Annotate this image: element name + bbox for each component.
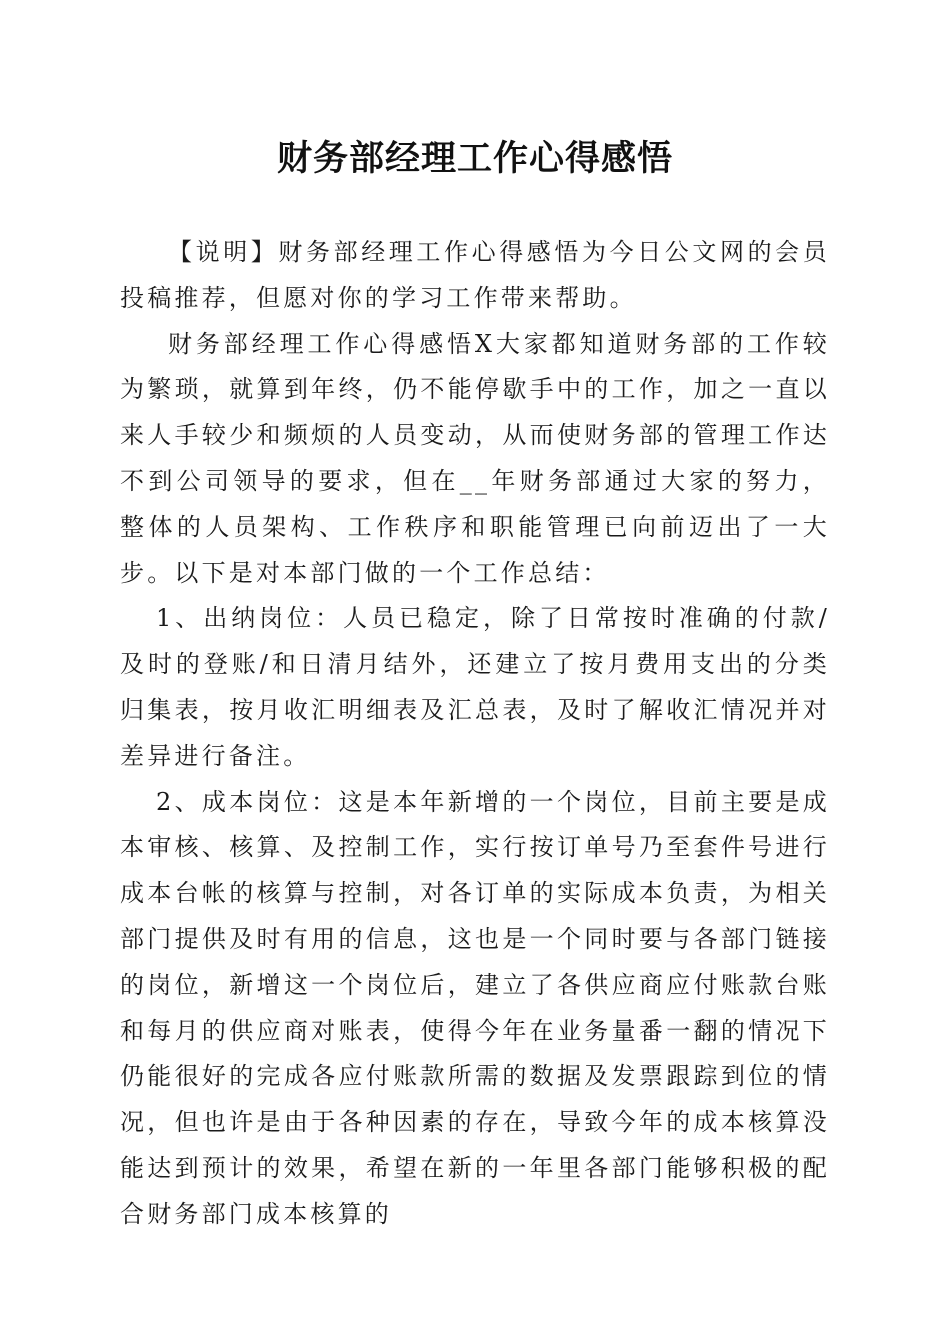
paragraph-cashier: 1、出纳岗位：人员已稳定，除了日常按时准确的付款/及时的登账/和日清月结外，还建立了按月费用支出的分类归集表，按月收汇明细表及汇总表，及时了解收汇情况并对差异进行备注。 xyxy=(120,604,830,770)
document-title: 财务部经理工作心得感悟 xyxy=(276,138,673,179)
paragraph-cost: 2、成本岗位：这是本年新增的一个岗位，目前主要是成本审核、核算、及控制工作，实行按订单号乃至套件号进行成本台帐的核算与控制，对各订单的实际成本负责，为相关部门提供及时有用的信息，这也是一个同时要与各部门链接的岗位，新增这一个岗位后，建立了各供应商应付账款台账和每月的供应商对账表，使得今年在业务量番一翻的情况下仍能很好的完成各应付账款所需的数据及发票跟踪到位的情况，但也许是由于各种因素的存在，导致今年的成本核算没能达到预计的效果，希望在新的一年里各部门能够积极的配合财务部门成本核算的 xyxy=(120,787,830,1228)
paragraph-intro: 财务部经理工作心得感悟X大家都知道财务部的工作较为繁琐，就算到年终，仍不能停歇手中的工作，加之一直以来人手较少和频烦的人员变动，从而使财务部的管理工作达不到公司领导的要求，但在__年财务部通过大家的努力，整体的人员架构、工作秩序和职能管理已向前迈出了一大步。以下是对本部门做的一个工作总结： xyxy=(120,329,830,587)
paragraph-note: 【说明】财务部经理工作心得感悟为今日公文网的会员投稿推荐，但愿对你的学习工作带来帮助。 xyxy=(120,238,830,312)
document-body xyxy=(120,230,830,1238)
